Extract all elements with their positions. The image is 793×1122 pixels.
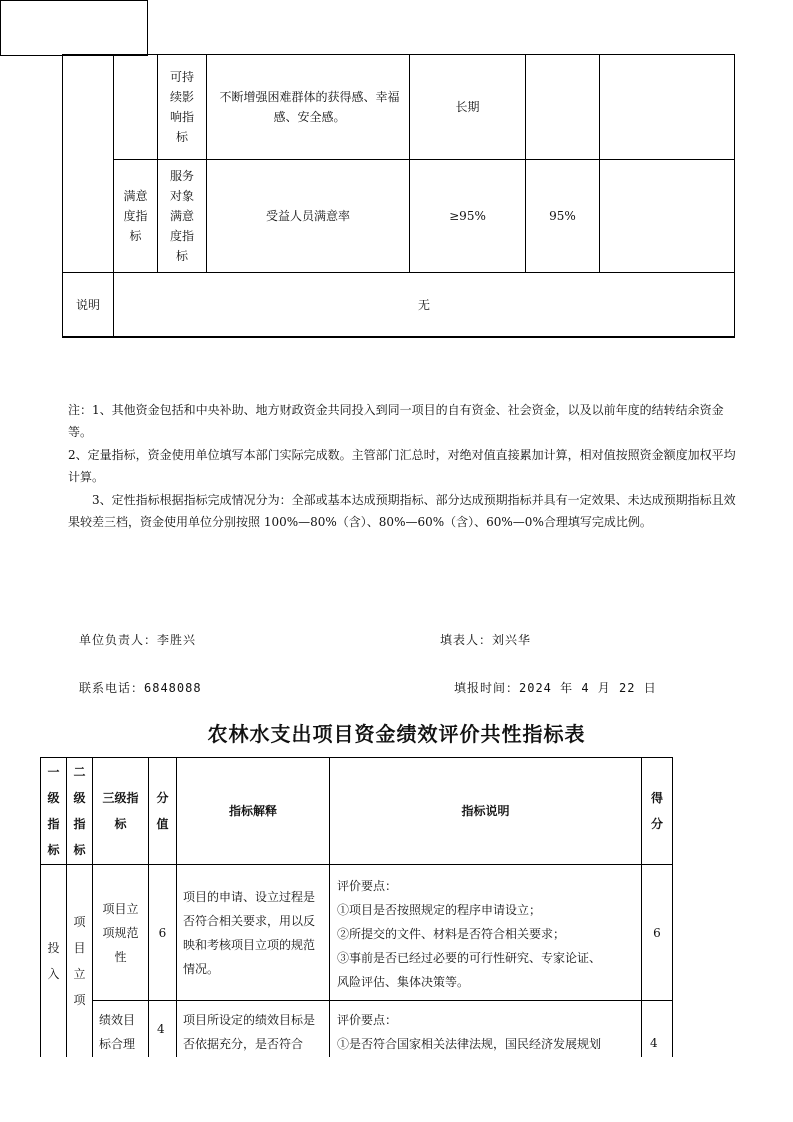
phone: 联系电话：6848088 (79, 681, 202, 695)
remark-label-text: 说明 (75, 297, 100, 312)
remark-value-text: 无 (417, 297, 430, 312)
header-score (642, 758, 672, 864)
header-level3-text: 三级指标 (102, 791, 139, 831)
stamp-box (0, 0, 148, 56)
group-level1 (41, 865, 66, 1057)
indicator-text: 不断增强困难群体的获得感、幸福感、安全感。 (219, 90, 400, 124)
row1-explain-text: 项目的申请、设立过程是否符合相关要求，用以反映和考核项目立项的规范情况。 (183, 889, 316, 976)
row2-desc (337, 1008, 637, 1056)
cell-target (410, 56, 525, 158)
group-level1-text: 投入 (47, 941, 60, 981)
row1-desc-line: ③事前是否已经过必要的可行性研究、专家论证、 (337, 951, 602, 965)
row1-explain (183, 865, 325, 1000)
header-explain-text: 指标解释 (228, 804, 277, 818)
row2-value-text: 4 (157, 1022, 165, 1036)
header-desc (330, 758, 641, 864)
cell-indicator-2 (207, 160, 409, 272)
cell-third-level (158, 56, 206, 158)
row2-score-text: 4 (650, 1036, 658, 1050)
row1-value-text: 6 (158, 925, 167, 940)
cell-third-level-2 (158, 160, 206, 272)
header-level2-text: 二级指标 (73, 765, 86, 857)
header-score-text: 得分 (650, 791, 663, 831)
actual-text-2: 95% (549, 209, 576, 223)
row1-desc-line: ②所提交的文件、材料是否符合相关要求； (337, 927, 566, 941)
header-score-value (149, 758, 176, 864)
header-explain (177, 758, 329, 864)
row2-desc-line: 评价要点： (337, 1013, 398, 1027)
cell-target-2 (410, 160, 525, 272)
row1-desc-line: 风险评估、集体决策等。 (337, 975, 470, 989)
target-text-2: ≥95% (449, 209, 486, 223)
row2-desc-line: ①是否符合国家相关法律法规，国民经济发展规划 (337, 1037, 602, 1051)
filler: 填表人：刘兴华 (440, 633, 532, 647)
row1-desc-line: ①项目是否按照规定的程序申请设立； (337, 903, 542, 917)
header-level2 (67, 758, 92, 864)
row1-level3-text: 项目立项规范性 (102, 901, 139, 964)
group-level2-text: 项目立项 (73, 915, 86, 1007)
fill-date: 填报时间：2024 年 4 月 22 日 (454, 681, 657, 695)
row1-score-text: 6 (653, 925, 661, 940)
indicator-text-2: 受益人员满意率 (265, 209, 350, 223)
header-level1 (41, 758, 66, 864)
remark-label (63, 273, 113, 336)
table2-title: 农林水支出项目资金绩效评价共性指标表 (207, 722, 586, 746)
header-level3 (93, 758, 148, 864)
row1-score (642, 865, 672, 1000)
row1-desc (337, 874, 637, 994)
cell-indicator (210, 56, 409, 158)
target-text: 长期 (455, 100, 480, 114)
row2-level3 (99, 1008, 144, 1056)
second-level-text: 满意度指标 (123, 189, 148, 243)
row2-explain-text: 项目所设定的绩效目标是否依据充分，是否符合 (183, 1013, 316, 1051)
cell-actual-2 (526, 160, 599, 272)
note-1: 注：1、其他资金包括和中央补助、地方财政资金共同投入到同一项目的自有资金、社会资金，以及以前年度的结转结余资金等。 (68, 403, 724, 439)
note-2: 2、定量指标，资金使用单位填写本部门实际完成数。主管部门汇总时，对绝对值直接累加计算，相对值按照资金额度加权平均计算。 (68, 448, 736, 484)
cell-second-level (114, 160, 157, 272)
row2-level3-text: 绩效目标合理 (99, 1013, 136, 1051)
third-level-text: 可持续影响指标 (169, 70, 194, 144)
row1-level3 (93, 865, 148, 1000)
unit-head: 单位负责人：李胜兴 (79, 633, 197, 647)
row1-desc-line: 评价要点： (337, 879, 398, 893)
group-level2 (67, 865, 92, 1057)
third-level-text-2: 服务对象满意度指标 (169, 169, 194, 263)
row2-score (650, 1036, 658, 1050)
header-score-value-text: 分值 (156, 791, 169, 831)
row2-value (157, 1022, 165, 1036)
row1-value (149, 865, 176, 1000)
row2-explain (183, 1008, 325, 1056)
remark-value (114, 273, 734, 336)
header-level1-text: 一级指标 (47, 765, 60, 857)
note-3: 3、定性指标根据指标完成情况分为：全部或基本达成预期指标、部分达成预期指标并具有一定效果、未达成预期指标且效果较差三档，资金使用单位分别按照 100%—80%（含）、80%—60%（含）、60%—0%合理填写完成比例。 (68, 493, 736, 529)
header-desc-text: 指标说明 (461, 804, 510, 818)
